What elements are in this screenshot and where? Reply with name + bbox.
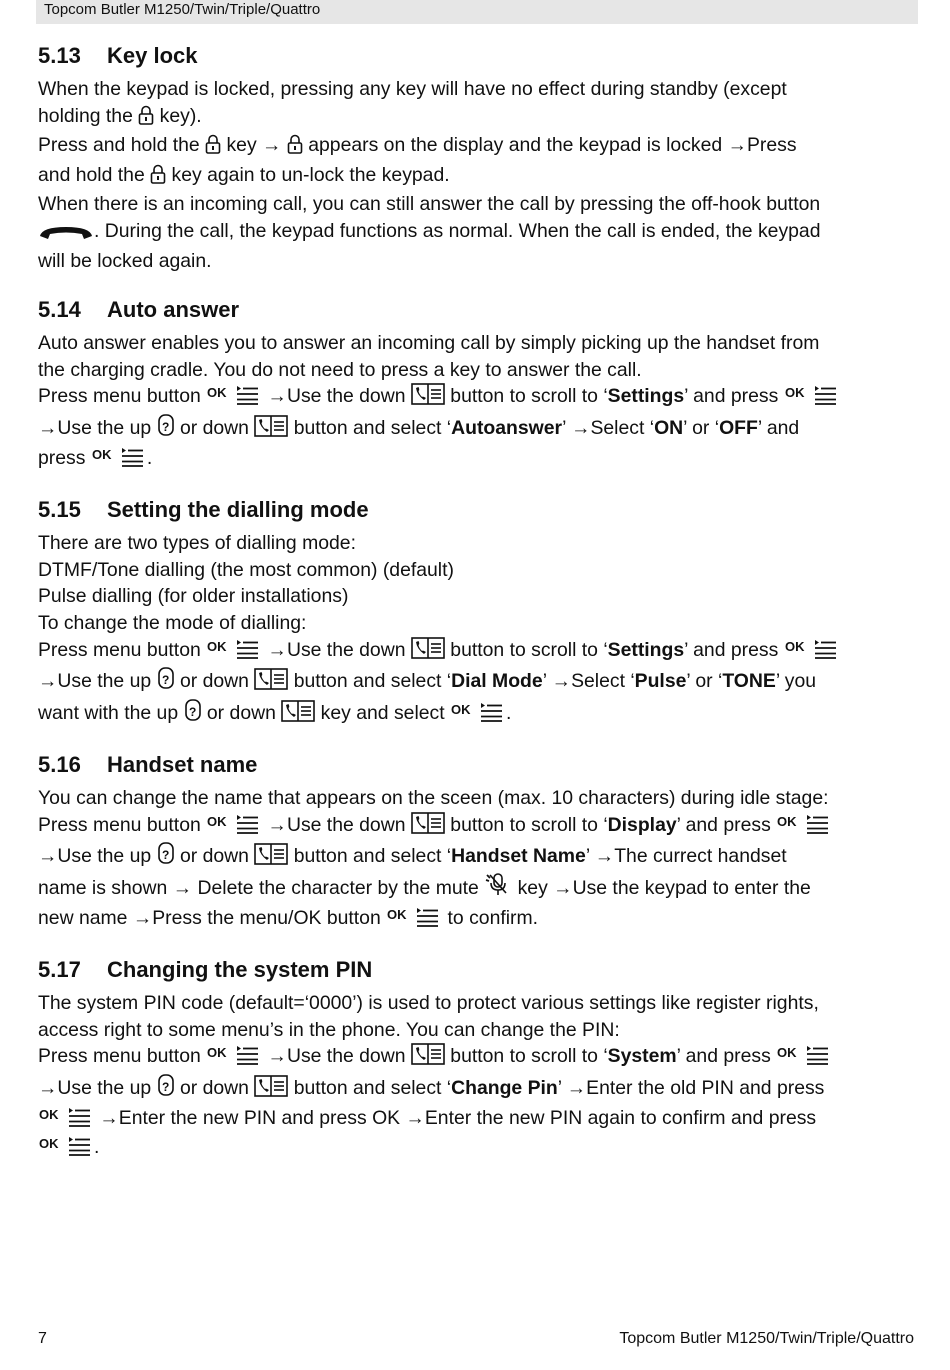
body-line xyxy=(38,698,918,730)
text-run: or down xyxy=(174,416,255,439)
section-heading xyxy=(38,956,918,984)
body-line xyxy=(38,413,918,445)
body-line xyxy=(38,610,918,637)
phonebook-down-icon xyxy=(411,812,445,842)
arrow-icon: → xyxy=(571,416,591,439)
arrow-icon: → xyxy=(262,134,282,157)
text-run: and hold the xyxy=(38,163,151,186)
redial-up-icon xyxy=(157,413,175,445)
arrow-icon: → xyxy=(267,385,287,408)
section-number: 5.13 xyxy=(38,43,81,68)
bold-term: ON xyxy=(654,416,684,439)
svg-text:OK: OK xyxy=(451,701,471,717)
lock-icon xyxy=(287,134,303,162)
text-run: key). xyxy=(154,104,202,127)
svg-text:?: ? xyxy=(161,848,169,863)
ok-menu-icon xyxy=(206,383,262,413)
text-run: button and select ‘ xyxy=(288,845,452,868)
text-run: button to scroll to ‘ xyxy=(444,638,608,661)
text-run: You can change the name that appears on the sceen (max. 10 characters) during idle stage: xyxy=(38,787,829,810)
text-run: the charging cradle. You do not need to press a key to answer the call. xyxy=(38,358,642,381)
arrow-icon: → xyxy=(99,1106,119,1129)
text-run: ’ and xyxy=(757,416,800,439)
off-hook-icon xyxy=(38,221,94,248)
text-run: To change the mode of dialling: xyxy=(38,611,307,634)
ok-menu-icon xyxy=(784,383,840,413)
body-line xyxy=(38,1073,918,1105)
phonebook-down-icon xyxy=(254,843,288,873)
text-run: There are two types of dialling mode: xyxy=(38,532,356,555)
body-line xyxy=(38,812,918,842)
text-run: Pulse dialling (for older installations) xyxy=(38,585,349,608)
lock-icon xyxy=(205,134,221,162)
svg-text:OK: OK xyxy=(207,385,227,401)
body-line xyxy=(38,445,918,475)
body-line xyxy=(38,873,918,905)
text-run: Enter the new PIN again to confirm and press xyxy=(424,1106,817,1129)
body-line xyxy=(38,218,918,248)
body-line xyxy=(38,330,918,357)
phonebook-down-icon xyxy=(254,1075,288,1105)
arrow-icon: → xyxy=(38,845,58,868)
body-line xyxy=(38,637,918,667)
text-run: or down xyxy=(201,701,282,724)
text-run: . xyxy=(94,1136,100,1159)
text-run: Use the keypad to enter the xyxy=(572,877,811,900)
text-run: button to scroll to ‘ xyxy=(444,813,608,836)
section-title: Setting the dialling mode xyxy=(107,497,369,523)
page-number: 7 xyxy=(38,1330,47,1347)
section-heading xyxy=(38,496,918,524)
section-title: Key lock xyxy=(107,43,198,68)
text-run: ’ and press xyxy=(684,385,784,408)
phonebook-down-icon xyxy=(254,668,288,698)
arrow-icon: → xyxy=(727,134,747,157)
text-run: button and select ‘ xyxy=(288,1077,452,1100)
ok-menu-icon xyxy=(776,1043,832,1073)
redial-up-icon xyxy=(157,666,175,698)
redial-up-icon xyxy=(184,698,202,730)
text-run: holding the xyxy=(38,104,139,127)
text-run: ’ xyxy=(557,1077,567,1100)
text-run: key xyxy=(221,134,263,157)
text-run: button to scroll to ‘ xyxy=(444,385,608,408)
body-line xyxy=(38,132,918,162)
svg-text:OK: OK xyxy=(784,385,805,401)
section-number: 5.15 xyxy=(38,497,81,523)
arrow-icon: → xyxy=(38,416,58,439)
ok-menu-icon xyxy=(450,700,506,730)
text-run: Use the up xyxy=(57,670,157,693)
svg-text:OK: OK xyxy=(777,1045,797,1061)
text-run: Press menu button xyxy=(38,1045,207,1068)
ok-menu-icon xyxy=(206,812,262,842)
bold-term: System xyxy=(607,1045,677,1068)
text-run: ’ xyxy=(542,670,552,693)
redial-up-icon xyxy=(157,841,175,873)
text-run: Use the down xyxy=(286,1045,411,1068)
lock-icon xyxy=(138,105,154,133)
text-run: . During the call, the keypad functions as normal. When the call is ended, the keypad xyxy=(94,219,821,242)
section-5-17 xyxy=(38,956,918,1164)
text-run: ’ you xyxy=(775,670,817,693)
section-heading xyxy=(38,751,918,779)
text-run: Use the up xyxy=(57,416,157,439)
body-line xyxy=(38,785,918,812)
bold-term: Settings xyxy=(607,638,685,661)
text-run: press xyxy=(38,446,91,469)
body-line xyxy=(38,990,918,1017)
text-run: Press menu button xyxy=(38,385,207,408)
bold-term: OFF xyxy=(719,416,758,439)
svg-text:OK: OK xyxy=(387,906,407,922)
text-run: want with the up xyxy=(38,701,184,724)
section-5-15 xyxy=(38,496,918,729)
text-run: ’ and press xyxy=(676,813,777,836)
section-title: Handset name xyxy=(107,752,258,778)
lock-icon xyxy=(150,164,166,192)
bold-term: Autoanswer xyxy=(451,416,563,439)
svg-text:?: ? xyxy=(161,673,169,688)
svg-text:OK: OK xyxy=(207,1045,227,1061)
phonebook-down-icon xyxy=(411,383,445,413)
bold-term: Settings xyxy=(607,385,685,408)
text-run: The system PIN code (default=‘0000’) is used to protect various settings like register rights, xyxy=(38,992,819,1015)
bold-term: Dial Mode xyxy=(451,670,543,693)
page-header xyxy=(36,0,918,24)
text-run: Use the up xyxy=(57,1077,157,1100)
arrow-icon: → xyxy=(594,845,615,868)
text-run: ’ or ‘ xyxy=(686,670,723,693)
body-line xyxy=(38,1043,918,1073)
ok-menu-icon xyxy=(38,1105,94,1135)
arrow-icon: → xyxy=(566,1077,587,1100)
phonebook-down-icon xyxy=(411,1043,445,1073)
arrow-icon: → xyxy=(132,906,153,929)
body-line xyxy=(38,557,918,584)
bold-term: TONE xyxy=(722,670,776,693)
text-run: ’ and press xyxy=(676,1045,777,1068)
text-run: ’ and press xyxy=(684,638,784,661)
ok-menu-icon xyxy=(206,637,262,667)
text-run: Press and hold the xyxy=(38,134,206,157)
text-run: name is shown xyxy=(38,877,173,900)
section-title: Auto answer xyxy=(107,297,240,323)
header-title: Topcom Butler M1250/Twin/Triple/Quattro xyxy=(44,1,321,18)
arrow-icon: → xyxy=(172,877,193,900)
bold-term: Pulse xyxy=(634,670,687,693)
bold-term: Change Pin xyxy=(451,1077,558,1100)
ok-menu-icon xyxy=(91,445,147,475)
ok-menu-icon xyxy=(784,637,840,667)
phonebook-down-icon xyxy=(411,637,445,667)
svg-text:OK: OK xyxy=(207,638,227,654)
arrow-icon: → xyxy=(267,1045,287,1068)
ok-menu-icon xyxy=(38,1134,94,1164)
footer-title: Topcom Butler M1250/Twin/Triple/Quattro xyxy=(619,1330,914,1347)
text-run: button to scroll to ‘ xyxy=(444,1045,608,1068)
arrow-icon: → xyxy=(551,670,572,693)
text-run: or down xyxy=(174,670,255,693)
svg-text:?: ? xyxy=(161,1080,169,1095)
text-run: The currect handset xyxy=(614,845,787,868)
bold-term: Handset Name xyxy=(451,845,586,868)
text-run: access right to some menu’s in the phone. You can change the PIN: xyxy=(38,1018,620,1041)
body-line xyxy=(38,248,918,275)
arrow-icon: → xyxy=(405,1106,425,1129)
svg-text:?: ? xyxy=(161,419,169,434)
text-run: key again to un-lock the keypad. xyxy=(166,163,450,186)
page-content xyxy=(38,42,918,1186)
text-run: button and select ‘ xyxy=(288,416,452,439)
text-run: ’ or ‘ xyxy=(683,416,720,439)
bold-term: Display xyxy=(607,813,677,836)
svg-text:OK: OK xyxy=(784,638,805,654)
mute-icon xyxy=(484,873,512,905)
body-line xyxy=(38,841,918,873)
text-run: Enter the new PIN and press OK xyxy=(118,1106,406,1129)
arrow-icon: → xyxy=(267,638,287,661)
section-heading xyxy=(38,42,918,70)
body-line xyxy=(38,357,918,384)
text-run: DTMF/Tone dialling (the most common) (default) xyxy=(38,558,454,581)
text-run: . xyxy=(146,446,153,469)
text-run: appears on the display and the keypad is locked xyxy=(302,134,728,157)
text-run: ’ xyxy=(562,416,572,439)
text-run: Press xyxy=(746,134,797,157)
body-line xyxy=(38,583,918,610)
redial-up-icon xyxy=(157,1073,175,1105)
body-line xyxy=(38,666,918,698)
body-line xyxy=(38,1105,918,1135)
section-title: Changing the system PIN xyxy=(107,957,373,983)
text-run: ’ xyxy=(585,845,595,868)
body-line xyxy=(38,76,918,103)
section-number: 5.16 xyxy=(38,752,81,778)
body-line xyxy=(38,103,918,133)
ok-menu-icon xyxy=(386,905,442,935)
text-run: Press menu button xyxy=(38,813,207,836)
text-run: Press menu button xyxy=(38,638,207,661)
svg-text:OK: OK xyxy=(39,1136,59,1152)
svg-text:OK: OK xyxy=(207,813,227,829)
text-run: or down xyxy=(174,1077,255,1100)
phonebook-down-icon xyxy=(254,415,288,445)
text-run: Use the down xyxy=(286,813,411,836)
svg-text:OK: OK xyxy=(777,813,797,829)
text-run: When there is an incoming call, you can still answer the call by pressing the off-hook button xyxy=(38,193,821,216)
svg-text:?: ? xyxy=(188,704,196,719)
text-run: Use the down xyxy=(286,385,411,408)
text-run: or down xyxy=(174,845,255,868)
text-run: Select ‘ xyxy=(571,670,635,693)
body-line xyxy=(38,191,918,218)
arrow-icon: → xyxy=(38,1077,58,1100)
arrow-icon: → xyxy=(38,670,58,693)
text-run: Use the down xyxy=(286,638,411,661)
text-run: button and select ‘ xyxy=(288,670,452,693)
body-line xyxy=(38,383,918,413)
text-run: Delete the character by the mute xyxy=(192,877,485,900)
ok-menu-icon xyxy=(776,812,832,842)
text-run: key and select xyxy=(315,701,451,724)
body-line xyxy=(38,530,918,557)
text-run: When the keypad is locked, pressing any key will have no effect during standby (except xyxy=(38,78,787,100)
section-5-13 xyxy=(38,42,918,274)
text-run: Press the menu/OK button xyxy=(152,906,387,929)
text-run: Select ‘ xyxy=(590,416,655,439)
section-number: 5.17 xyxy=(38,957,81,983)
svg-text:OK: OK xyxy=(39,1106,59,1122)
body-line xyxy=(38,905,918,935)
body-line xyxy=(38,1017,918,1044)
text-run: . xyxy=(506,701,512,724)
section-heading xyxy=(38,296,918,324)
arrow-icon: → xyxy=(553,877,573,900)
section-number: 5.14 xyxy=(38,297,81,323)
arrow-icon: → xyxy=(267,813,287,836)
section-5-14 xyxy=(38,296,918,474)
ok-menu-icon xyxy=(206,1043,262,1073)
section-5-16 xyxy=(38,751,918,934)
phonebook-down-icon xyxy=(281,700,315,730)
text-run: will be locked again. xyxy=(38,249,212,272)
text-run: Use the up xyxy=(57,845,157,868)
text-run: to confirm. xyxy=(442,906,539,929)
text-run: new name xyxy=(38,906,133,929)
body-line xyxy=(38,1134,918,1164)
body-line xyxy=(38,162,918,192)
text-run: Auto answer enables you to answer an incoming call by simply picking up the handset from xyxy=(38,332,820,355)
text-run: Enter the old PIN and press xyxy=(586,1077,825,1100)
text-run: key xyxy=(512,877,554,900)
svg-text:OK: OK xyxy=(91,446,112,462)
